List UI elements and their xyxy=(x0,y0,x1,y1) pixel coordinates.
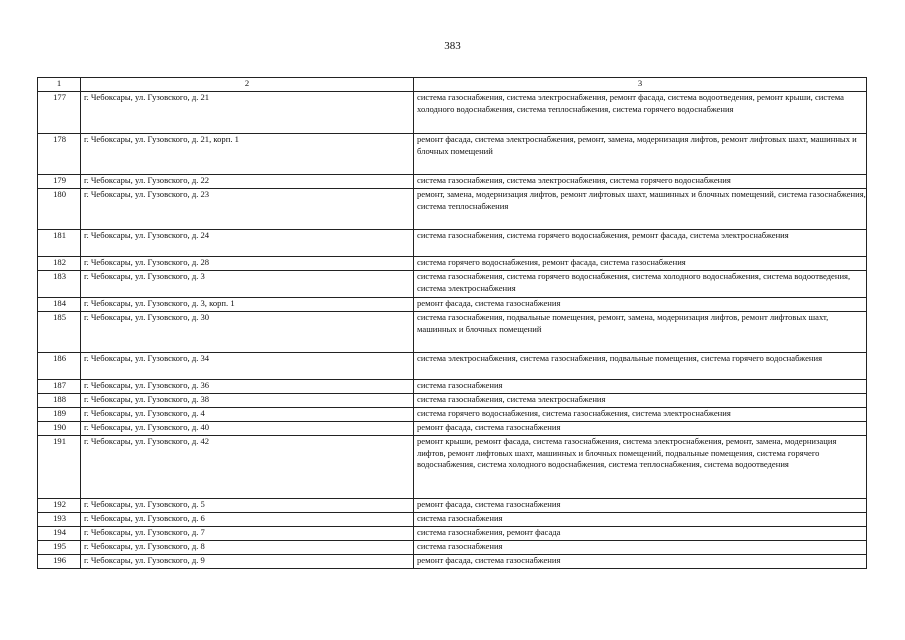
table-row xyxy=(38,380,867,394)
address-cell: г. Чебоксары, ул. Гузовского, д. 3, корп. 1 xyxy=(81,298,414,312)
table-row xyxy=(38,394,867,408)
table-row xyxy=(38,353,867,380)
table-row xyxy=(38,175,867,189)
address-cell: г. Чебоксары, ул. Гузовского, д. 3 xyxy=(81,271,414,298)
address-cell: г. Чебоксары, ул. Гузовского, д. 7 xyxy=(81,527,414,541)
row-number-cell: 190 xyxy=(38,422,81,436)
row-number-cell: 183 xyxy=(38,271,81,298)
works-cell: ремонт, замена, модернизация лифтов, ремонт лифтовых шахт, машинных и блочных помещений, система газоснабжения, система теплоснабжения xyxy=(414,189,867,230)
address-cell: г. Чебоксары, ул. Гузовского, д. 21 xyxy=(81,92,414,134)
row-number-cell: 177 xyxy=(38,92,81,134)
table-row xyxy=(38,541,867,555)
row-number-cell: 180 xyxy=(38,189,81,230)
row-number-cell: 184 xyxy=(38,298,81,312)
row-number-cell: 181 xyxy=(38,230,81,257)
works-cell: система газоснабжения, подвальные помещения, ремонт, замена, модернизация лифтов, ремонт лифтовых шахт, машинных и блочных помещений xyxy=(414,312,867,353)
table-row xyxy=(38,408,867,422)
row-number-cell: 196 xyxy=(38,555,81,569)
table-row xyxy=(38,298,867,312)
row-number-cell: 189 xyxy=(38,408,81,422)
works-cell: система газоснабжения xyxy=(414,541,867,555)
address-cell: г. Чебоксары, ул. Гузовского, д. 28 xyxy=(81,257,414,271)
address-cell: г. Чебоксары, ул. Гузовского, д. 9 xyxy=(81,555,414,569)
works-cell: система горячего водоснабжения, система газоснабжения, система электроснабжения xyxy=(414,408,867,422)
works-cell: система горячего водоснабжения, ремонт фасада, система газоснабжения xyxy=(414,257,867,271)
works-cell: ремонт фасада, система газоснабжения xyxy=(414,422,867,436)
row-number-cell: 179 xyxy=(38,175,81,189)
row-number-cell: 191 xyxy=(38,436,81,499)
works-cell: ремонт фасада, система газоснабжения xyxy=(414,555,867,569)
works-cell: ремонт фасада, система электроснабжения, ремонт, замена, модернизация лифтов, ремонт лифтовых шахт, машинных и блочных помещений xyxy=(414,134,867,175)
row-number-cell: 188 xyxy=(38,394,81,408)
row-number-cell: 186 xyxy=(38,353,81,380)
table-row xyxy=(38,257,867,271)
address-cell: г. Чебоксары, ул. Гузовского, д. 21, корп. 1 xyxy=(81,134,414,175)
address-cell: г. Чебоксары, ул. Гузовского, д. 42 xyxy=(81,436,414,499)
table-row xyxy=(38,499,867,513)
table-row xyxy=(38,527,867,541)
row-number-cell: 193 xyxy=(38,513,81,527)
table-row xyxy=(38,189,867,230)
column-header-number: 1 xyxy=(38,78,81,92)
column-header-address: 2 xyxy=(81,78,414,92)
works-cell: система газоснабжения, система электроснабжения, система горячего водоснабжения xyxy=(414,175,867,189)
address-cell: г. Чебоксары, ул. Гузовского, д. 34 xyxy=(81,353,414,380)
address-cell: г. Чебоксары, ул. Гузовского, д. 23 xyxy=(81,189,414,230)
address-cell: г. Чебоксары, ул. Гузовского, д. 30 xyxy=(81,312,414,353)
works-cell: ремонт фасада, система газоснабжения xyxy=(414,499,867,513)
table-row xyxy=(38,555,867,569)
row-number-cell: 187 xyxy=(38,380,81,394)
table-row xyxy=(38,134,867,175)
registry-table xyxy=(37,77,867,569)
address-cell: г. Чебоксары, ул. Гузовского, д. 8 xyxy=(81,541,414,555)
table-row xyxy=(38,92,867,134)
works-cell: система газоснабжения xyxy=(414,513,867,527)
table-row xyxy=(38,513,867,527)
works-cell: система газоснабжения xyxy=(414,380,867,394)
page-number: 383 xyxy=(444,40,461,52)
row-number-cell: 194 xyxy=(38,527,81,541)
table-row xyxy=(38,422,867,436)
address-cell: г. Чебоксары, ул. Гузовского, д. 4 xyxy=(81,408,414,422)
works-cell: система газоснабжения, система горячего водоснабжения, ремонт фасада, система электроснабжения xyxy=(414,230,867,257)
table-row xyxy=(38,312,867,353)
works-cell: ремонт крыши, ремонт фасада, система газоснабжения, система электроснабжения, ремонт, замена, модернизация лифтов, ремонт лифтовых шахт, машинных и блочных помещений, подвальные помещения, система горячего водоснабжения, система холодного водоснабжения, система теплоснабжения, система водоотведения xyxy=(414,436,867,499)
works-cell: система электроснабжения, система газоснабжения, подвальные помещения, система горячего водоснабжения xyxy=(414,353,867,380)
table-row xyxy=(38,271,867,298)
table-row xyxy=(38,436,867,499)
works-cell: ремонт фасада, система газоснабжения xyxy=(414,298,867,312)
row-number-cell: 195 xyxy=(38,541,81,555)
table-header-row xyxy=(38,78,867,92)
works-cell: система газоснабжения, система электроснабжения, ремонт фасада, система водоотведения, ремонт крыши, система холодного водоснабжения, система теплоснабжения, система горячего водоснабжения xyxy=(414,92,867,134)
column-header-works: 3 xyxy=(414,78,867,92)
address-cell: г. Чебоксары, ул. Гузовского, д. 24 xyxy=(81,230,414,257)
row-number-cell: 178 xyxy=(38,134,81,175)
address-cell: г. Чебоксары, ул. Гузовского, д. 6 xyxy=(81,513,414,527)
works-cell: система газоснабжения, ремонт фасада xyxy=(414,527,867,541)
row-number-cell: 192 xyxy=(38,499,81,513)
works-cell: система газоснабжения, система горячего водоснабжения, система холодного водоснабжения, система водоотведения, система электроснабжения xyxy=(414,271,867,298)
table-row xyxy=(38,230,867,257)
address-cell: г. Чебоксары, ул. Гузовского, д. 22 xyxy=(81,175,414,189)
works-cell: система газоснабжения, система электроснабжения xyxy=(414,394,867,408)
address-cell: г. Чебоксары, ул. Гузовского, д. 38 xyxy=(81,394,414,408)
address-cell: г. Чебоксары, ул. Гузовского, д. 40 xyxy=(81,422,414,436)
row-number-cell: 185 xyxy=(38,312,81,353)
address-cell: г. Чебоксары, ул. Гузовского, д. 36 xyxy=(81,380,414,394)
row-number-cell: 182 xyxy=(38,257,81,271)
address-cell: г. Чебоксары, ул. Гузовского, д. 5 xyxy=(81,499,414,513)
